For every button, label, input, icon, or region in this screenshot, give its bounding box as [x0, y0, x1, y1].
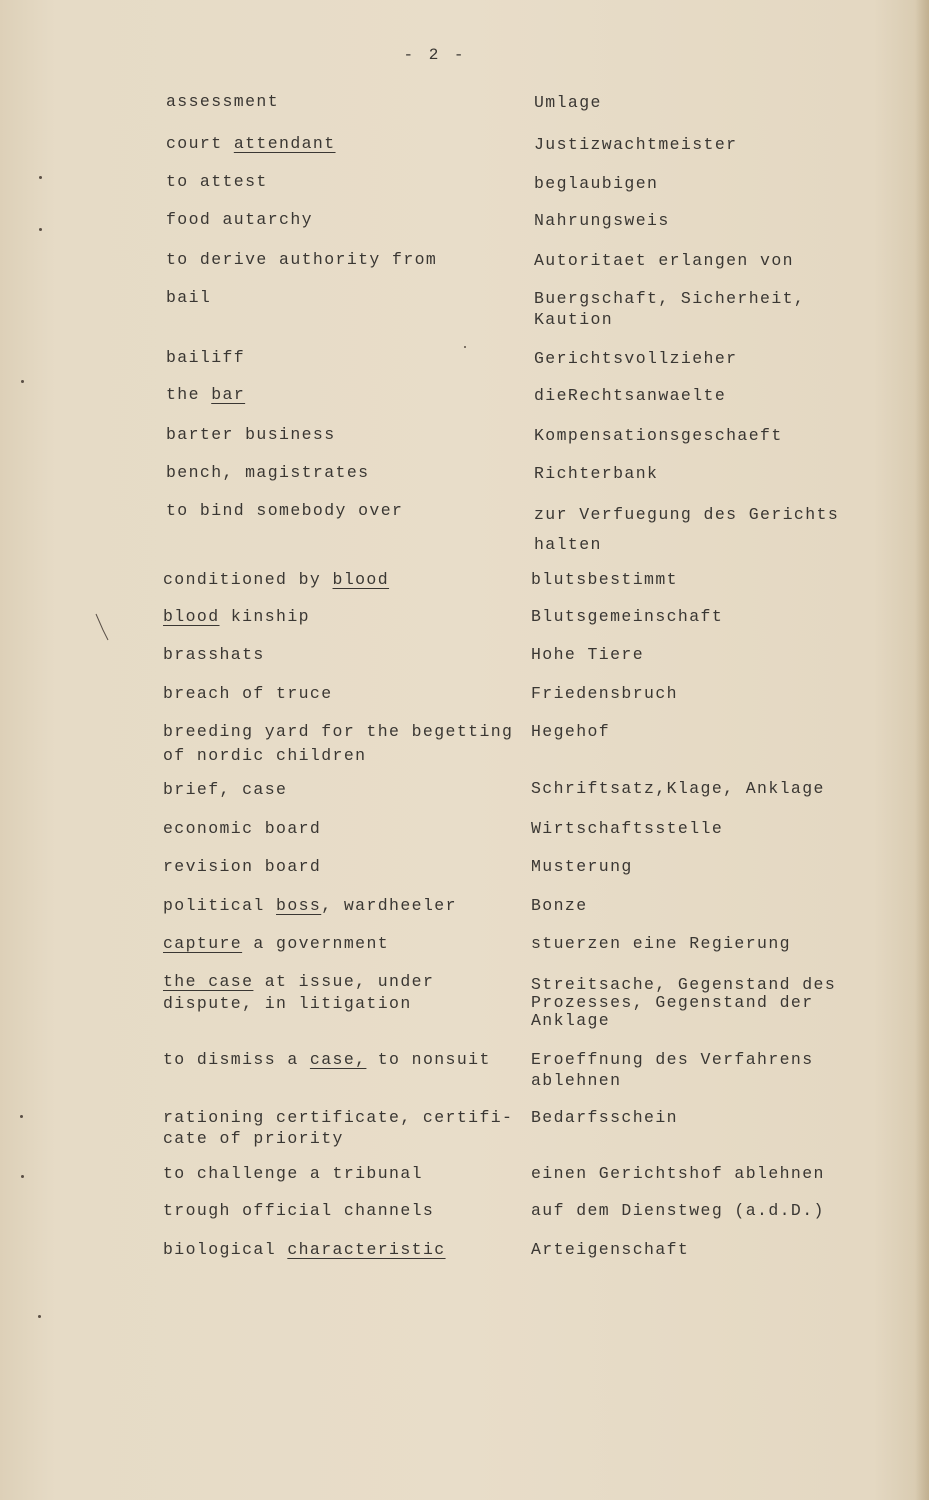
term-en: breeding yard for the begetting of nordic children [163, 722, 514, 765]
term-en: blood kinship [163, 607, 310, 626]
term-en: to dismiss a case, to nonsuit [163, 1050, 491, 1069]
paper-edge [915, 0, 929, 1500]
term-en: bench, magistrates [166, 463, 370, 482]
margin-speck [21, 1175, 24, 1178]
margin-speck [20, 1115, 23, 1118]
term-de: Richterbank [534, 464, 659, 483]
term-de: Buergschaft, Sicherheit, Kaution [534, 289, 806, 329]
term-de: Wirtschaftsstelle [531, 819, 724, 838]
term-de: zur Verfuegung des Gerichts halten [534, 505, 840, 554]
term-de: Bedarfsschein [531, 1108, 678, 1127]
margin-speck [39, 176, 42, 179]
term-de: Musterung [531, 857, 633, 876]
term-de: auf dem Dienstweg (a.d.D.) [531, 1201, 825, 1220]
term-de: Umlage [534, 93, 602, 112]
margin-speck [39, 228, 42, 231]
term-en: brief, case [163, 780, 288, 799]
term-en: conditioned by blood [163, 570, 390, 589]
term-en: breach of truce [163, 684, 333, 703]
term-de: Justizwachtmeister [534, 135, 738, 154]
speck [464, 346, 466, 348]
term-de: dieRechtsanwaelte [534, 386, 727, 405]
term-de: Kompensationsgeschaeft [534, 426, 783, 445]
term-de: Bonze [531, 896, 588, 915]
term-en: to bind somebody over [166, 501, 404, 520]
term-de: Friedensbruch [531, 684, 678, 703]
term-de: Hegehof [531, 722, 611, 741]
term-en: trough official channels [163, 1201, 435, 1220]
term-en: economic board [163, 819, 322, 838]
page-number: - 2 - [403, 46, 467, 64]
term-de: Eroeffnung des Verfahrens ablehnen [531, 1050, 814, 1090]
term-en: brasshats [163, 645, 265, 664]
term-en: bailiff [166, 348, 246, 367]
term-en: capture a government [163, 934, 390, 953]
term-en: biological characteristic [163, 1240, 446, 1259]
term-en: bail [166, 288, 212, 307]
term-en: food autarchy [166, 210, 313, 229]
term-de: Hohe Tiere [531, 645, 645, 664]
term-en: the bar [166, 385, 246, 404]
term-de: beglaubigen [534, 174, 659, 193]
term-en: political boss, wardheeler [163, 896, 457, 915]
term-de: Nahrungsweis [534, 211, 670, 230]
term-en: barter business [166, 425, 336, 444]
term-de: Schriftsatz,Klage, Anklage [531, 779, 825, 798]
margin-speck [38, 1315, 41, 1318]
term-en: court attendant [166, 134, 336, 153]
term-de: Streitsache, Gegenstand des Prozesses, Gegenstand der Anklage [531, 975, 837, 1030]
term-de: Blutsgemeinschaft [531, 607, 724, 626]
term-en: assessment [166, 92, 280, 111]
term-en: rationing certificate, certifi- cate of priority [163, 1108, 514, 1148]
margin-speck [21, 380, 24, 383]
term-en: to derive authority from [166, 250, 438, 269]
term-de: Arteigenschaft [531, 1240, 690, 1259]
term-en: to challenge a tribunal [163, 1164, 423, 1183]
term-de: stuerzen eine Regierung [531, 934, 791, 953]
term-en: to attest [166, 172, 268, 191]
term-de: blutsbestimmt [531, 570, 678, 589]
term-de: Gerichtsvollzieher [534, 349, 738, 368]
term-de: einen Gerichtshof ablehnen [531, 1164, 825, 1183]
pencil-mark [94, 612, 110, 642]
term-en: revision board [163, 857, 322, 876]
term-de: Autoritaet erlangen von [534, 251, 794, 270]
term-en: the case at issue, under dispute, in litigation [163, 972, 435, 1013]
